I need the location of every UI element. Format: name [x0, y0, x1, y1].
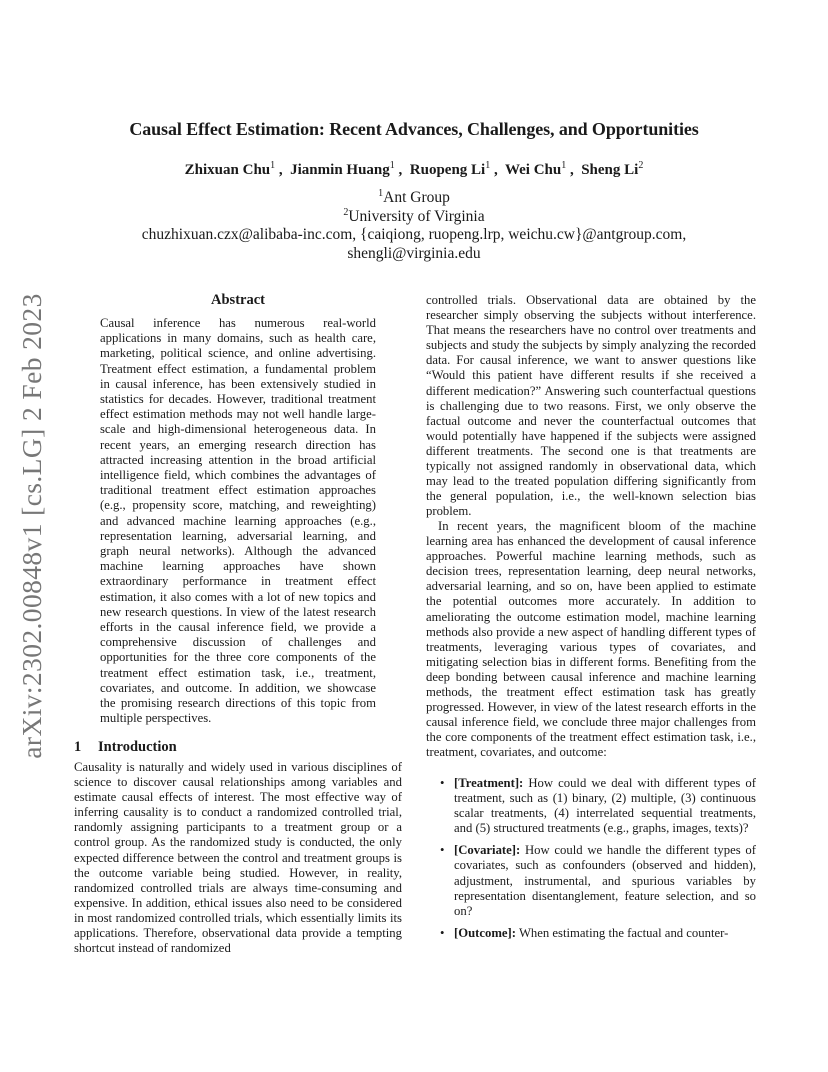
abstract-body: Causal inference has numerous real-world applications in many domains, such as health care, marketing, political science, and online advertising. Treatment effect estimation, a fundamental problem in causal inference, has been extensively studied in statistics for decades. However, traditional treatment effect estimation methods may not well handle large-scale and high-dimensional heterogeneous data. In recent years, an emerging research direction has attracted increasing attention in the broad artificial intelligence field, which combines the advantages of traditional treatment effect estimation approaches (e.g., propensity score, matching, and reweighting) and advanced machine learning approaches (e.g., representation learning, adversarial learning, and graph neural networks). Although the advanced machine learning approaches have shown extraordinary performance in treatment effect estimation, it also comes with a lot of new topics and new research questions. In view of the latest research efforts in the causal inference field, we provide a comprehensive discussion of challenges and opportunities for the three core components of the treatment effect estimation task, i.e., treatment, covariates, and outcome. In addition, we showcase the promising research directions of this topic from multiple perspectives. — [100, 316, 376, 726]
abstract-heading: Abstract — [211, 292, 265, 308]
author-emails — [60, 225, 768, 263]
intro-paragraph-1-continued: controlled trials. Observational data are obtained by the researcher simply observing the subjects without interference. That means the researchers have no control over treatments and subjects and study the subjects by simply analyzing the recorded data. For causal inference, we want to answer questions like “Would this patient have different results if she received a different medication?” Answering such counterfactual questions is challenging due to two reasons. First, we only observe the factual outcome and never the counterfactual outcomes that would potentially have happened if the subjects were assigned different treatments. The second one is that treatments are typically not assigned randomly in observational data, which may lead to the treated population differing significantly from the general population, i.e., the well-known selection bias problem. — [426, 293, 756, 519]
arxiv-stamp-text: arXiv:2302.00848v1 [cs.LG] 2 Feb 2023 — [16, 293, 47, 759]
affiliation: $^1$Ant Group — [378, 188, 450, 207]
paper-title: Causal Effect Estimation: Recent Advances, Challenges, and Opportunities — [129, 119, 699, 139]
author-list: Zhixuan Chu$^1$ , Jianmin Huang$^1$ , Ruopeng Li$^1$ , Wei Chu$^1$ , Sheng Li$^2$ — [184, 160, 644, 178]
list-item: • [Outcome]: When estimating the factual and counter- — [440, 925, 729, 940]
section-number: 1 — [74, 739, 82, 755]
email-line: chuzhixuan.czx@alibaba-inc.com, {caiqiong, ruopeng.lrp, weichu.cw}@antgroup.com, — [141, 226, 687, 243]
author: Ruopeng Li$^1$ — [409, 160, 491, 178]
affiliation: $^2$University of Virginia — [343, 207, 485, 226]
intro-paragraph-1: Causality is naturally and widely used in various disciplines of science to discover causal relationships among variables and estimate causal effects of interest. The most effective way of inferring causality is to conduct a randomized controlled trial, randomly assigning participants to a treatment group or a control group. As the randomized study is conducted, the only expected difference between the control and treatment groups is the outcome variable being studied. However, in reality, randomized controlled trials are always time-consuming and expensive. In addition, ethical issues also need to be considered in most randomized controlled trials, which essentially limits its applications. Therefore, observational data provide a tempting shortcut instead of randomized — [74, 760, 402, 956]
list-item: • [Treatment]: How could we deal with different types of treatment, such as (1) binary, (2) multiple, (3) continuous scalar treatments, (4) interrelated sequential treatments, and (5) structured treatments (e.g., graphs, images, texts)? — [440, 776, 756, 836]
intro-paragraph-2: In recent years, the magnificent bloom of the machine learning area has enhanced the development of causal inference approaches. Powerful machine learning methods, such as decision trees, representation learning, deep neural networks, adversarial learning, and so on, have been applied to estimate the potential outcomes more accurately. In addition to ameliorating the outcome estimation model, machine learning methods also provide a new aspect of handling different types of treatments, leveraging various types of covariates, and mitigating selection bias in different forms. Benefiting from the deep bonding between causal inference and machine learning methods, the treatment effect estimation task has greatly progressed. However, in view of the latest research efforts in the causal inference field, we conclude three major challenges from the core components of the treatment effect estimation task, i.e., treatment, covariates, and outcome: — [426, 519, 756, 760]
author: Wei Chu$^1$ — [504, 160, 567, 178]
section-heading — [74, 739, 177, 756]
email-line: shengli@virginia.edu — [347, 245, 481, 262]
challenge-list — [438, 776, 756, 948]
author: Sheng Li$^2$ — [581, 160, 644, 178]
section-title: Introduction — [98, 739, 177, 755]
arxiv-stamp — [12, 293, 52, 759]
author: Zhixuan Chu$^1$ — [184, 160, 276, 178]
author: Jianmin Huang$^1$ — [290, 160, 395, 178]
list-item: • [Covariate]: How could we handle the different types of covariates, such as confounders (observed and hidden), adjustment, instrumental, and spurious variables by representation disentanglement, feature selection, and so on? — [440, 843, 756, 918]
